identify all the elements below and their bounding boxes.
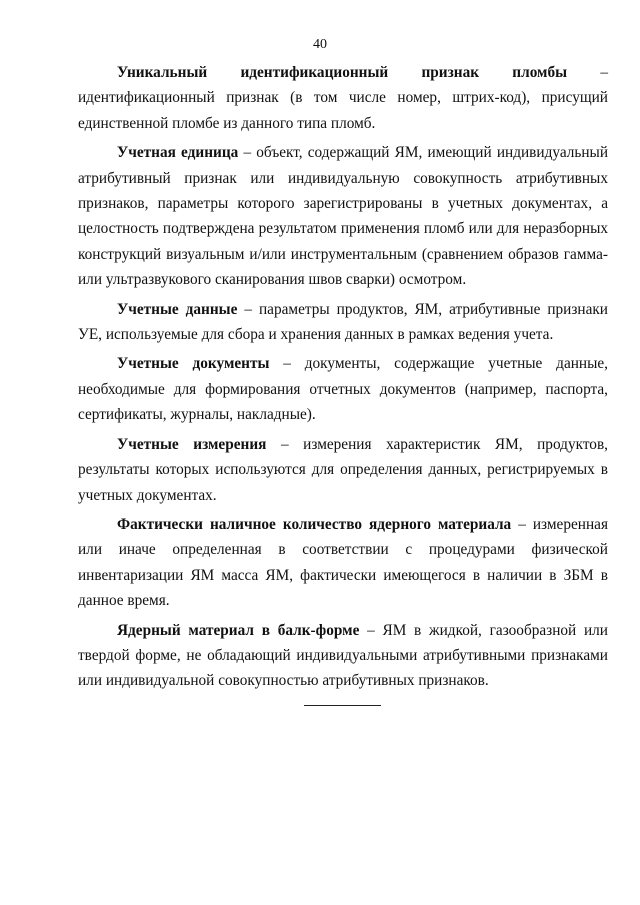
definition-paragraph [78, 432, 608, 508]
definition-paragraph [78, 297, 608, 348]
definition-term: Учетная единица [117, 144, 239, 162]
definition-term: Учетные данные [117, 300, 238, 318]
definition-term: Уникальный идентификационный признак пломбы [117, 64, 568, 81]
definition-text: – измеренная или иначе определенная в соответствии с процедурами физической инвентаризации ЯМ масса ЯМ, фактически имеющегося в наличии в ЗБМ в данное время. [78, 515, 608, 610]
definition-paragraph [78, 351, 608, 427]
definition-text: – измерения характеристик ЯМ, продуктов, результаты которых используются для определения данных, регистрируемых в учетных документах. [78, 435, 608, 504]
definition-term: Ядерный материал в балк-форме [117, 621, 360, 639]
definition-text: – параметры продуктов, ЯМ, атрибутивные признаки УЕ, используемые для сбора и хранения данных в рамках ведения учета. [78, 300, 608, 344]
definition-term: Фактически наличное количество ядерного материала [117, 515, 512, 533]
definition-paragraph [78, 512, 608, 614]
definition-term: Учетные измерения [117, 435, 267, 453]
page-number: 40 [313, 37, 327, 52]
definitions-list [78, 60, 608, 698]
definition-paragraph [78, 140, 608, 292]
end-separator-line [304, 705, 381, 706]
definition-text: – документы, содержащие учетные данные, необходимые для формирования отчетных документов (например, паспорта, сертификаты, журналы, накладные). [78, 355, 609, 424]
definition-text: – объект, содержащий ЯМ, имеющий индивидуальный атрибутивный признак или индивидуальную совокупность атрибутивных признаков, параметры которого зарегистрированы в учетных документах, а целостность подтверждена результатом применения пломб или для неразборных конструкций визуальным и/или инструментальным (сравнением образов гамма- или ультразвукового сканирования швов сварки) осмотром. [78, 144, 609, 289]
definition-term: Учетные документы [117, 355, 270, 373]
definition-text: – идентификационный признак (в том числе номер, штрих-код), присущий единственной пломбе из данного типа пломб. [78, 64, 608, 132]
definition-text: – ЯМ в жидкой, газообразной или твердой форме, не обладающий индивидуальными атрибутивными признаками или индивидуальной совокупностью атрибутивных признаков. [78, 621, 608, 690]
definition-paragraph [78, 618, 608, 694]
definition-paragraph [78, 60, 608, 136]
